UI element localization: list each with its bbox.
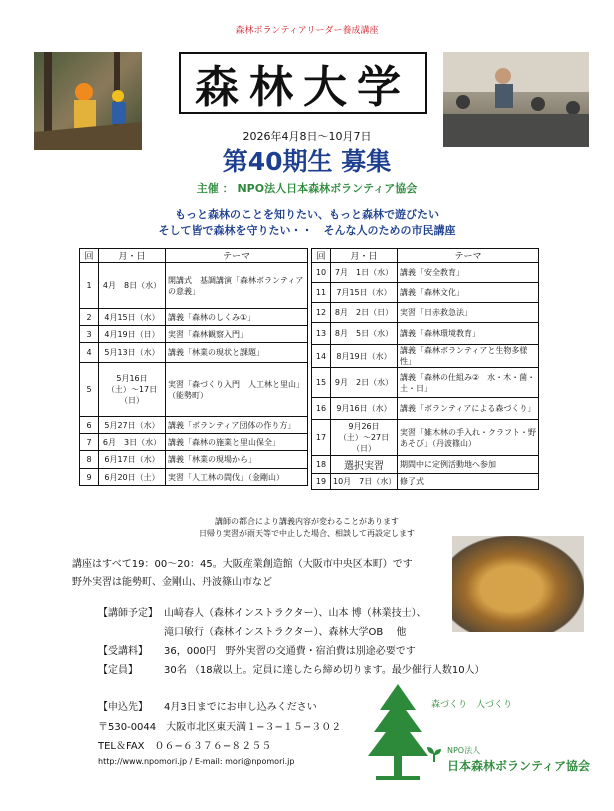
row-theme: 期間中に定例活動地へ参加 [398, 456, 539, 474]
row-theme: 実習「雑木林の手入れ・クラフト・野あそび」（丹波篠山） [398, 420, 539, 456]
row-num: 4 [80, 343, 99, 363]
apply-deadline: 4月3日までにお申し込みください [164, 702, 317, 713]
table-row [312, 303, 539, 323]
row-num: 15 [312, 368, 331, 398]
table-row [80, 309, 308, 326]
row-num: 7 [80, 434, 99, 451]
org-type: NPO法人 [447, 746, 481, 755]
row-theme: 講義「林業の現状と課題」 [166, 343, 308, 363]
capacity-label: 【定員】 [98, 665, 138, 676]
row-theme: 講義「ボランティア団体の作り方」 [166, 417, 308, 434]
row-theme: 実習「人工林の間伐」（金剛山） [166, 469, 308, 486]
row-theme: 講義「森林の施業と里山保全」 [166, 434, 308, 451]
row-theme: 講義「森林環境教育」 [398, 323, 539, 345]
row-date: 選択実習 [331, 456, 398, 474]
row-date: 4月 8日（水） [99, 263, 166, 309]
lecturers-row [98, 604, 427, 619]
table-row [80, 263, 308, 309]
row-date: 6月 3日（水） [99, 434, 166, 451]
tree-stump-photo [452, 536, 584, 632]
table-row [312, 474, 539, 490]
header-num: 回 [312, 249, 331, 263]
row-theme: 講義「林業の現場から」 [166, 451, 308, 469]
row-num: 16 [312, 398, 331, 420]
fee-value: 36，000円 野外実習の交通費・宿泊費は別途必要です [164, 646, 416, 657]
row-date: 4月15日（水） [99, 309, 166, 326]
catch-line-1: もっと森林のことを知りたい、もっと森林で遊びたい [175, 208, 439, 221]
lecturers-row-2 [98, 623, 406, 638]
row-num: 13 [312, 323, 331, 345]
table-row [80, 417, 308, 434]
tree-logo-icon [362, 684, 434, 784]
table-header-row [80, 249, 308, 263]
row-theme: 講義「森林文化」 [398, 283, 539, 303]
apply-web[interactable]: http://www.npomori.jp / E-mail: mori@npomori.jp [98, 757, 295, 766]
row-date: 9月16日（水） [331, 398, 398, 420]
row-theme: 講義「ボランティアによる森づくり」 [398, 398, 539, 420]
slogan: 森づくり 人づくり [431, 700, 513, 710]
schedule-table-right [311, 248, 539, 490]
venue-line-2: 野外実習は能勢町、金剛山、丹波篠山市など [72, 577, 272, 588]
row-theme: 実習「森林観察入門」 [166, 326, 308, 343]
row-num: 2 [80, 309, 99, 326]
course-dates: 2026年4月8日〜10月7日 [242, 130, 372, 143]
apply-row [98, 698, 317, 713]
table-row [312, 323, 539, 345]
table-row [80, 343, 308, 363]
row-theme: 修了式 [398, 474, 539, 490]
row-theme: 講義「安全教育」 [398, 263, 539, 283]
org-name: 日本森林ボランティア協会 [447, 759, 591, 773]
lecturers-2: 滝口敏行（森林インストラクター）、森林大学OB 他 [164, 627, 407, 638]
row-date: 5月16日（土）〜17日（日） [99, 363, 166, 417]
table-row [312, 398, 539, 420]
row-num: 1 [80, 263, 99, 309]
fee-label: 【受講料】 [98, 646, 148, 657]
row-theme: 講義「森林の仕組み② 水・木・菌・土・日」 [398, 368, 539, 398]
row-num: 12 [312, 303, 331, 323]
row-date: 9月 2日（水） [331, 368, 398, 398]
table-row [312, 420, 539, 456]
row-date: 4月19日（日） [99, 326, 166, 343]
table-row [80, 469, 308, 486]
venue-line-1: 講座はすべて19：00〜20：45。大阪産業創造館（大阪市中央区本町）です [72, 559, 413, 570]
schedule-note-2: 日帰り実習が雨天等で中止した場合、相談して再設定します [199, 529, 415, 538]
row-date: 5月27日（水） [99, 417, 166, 434]
row-date: 7月 1日（水） [331, 263, 398, 283]
table-row [312, 345, 539, 368]
row-num: 8 [80, 451, 99, 469]
schedule-note-1: 講師の都合により講義内容が変わることがあります [215, 517, 399, 526]
row-theme: 開講式 基調講演「森林ボランティアの意義」 [166, 263, 308, 309]
row-num: 11 [312, 283, 331, 303]
schedule-table-left [79, 248, 308, 486]
table-row [312, 283, 539, 303]
row-num: 3 [80, 326, 99, 343]
table-row [312, 368, 539, 398]
table-row [312, 456, 539, 474]
header-date: 月・日 [99, 249, 166, 263]
recruit-heading: 第40期生 募集 [222, 147, 392, 176]
row-theme: 実習「日赤救急法」 [398, 303, 539, 323]
lecturers-1: 山﨑春人（森林インストラクター）、山本 博（林業技士）、 [164, 608, 427, 619]
table-row [80, 363, 308, 417]
row-num: 17 [312, 420, 331, 456]
row-num: 9 [80, 469, 99, 486]
table-row [80, 326, 308, 343]
capacity-value: 30名 （18歳以上。定員に達したら締め切ります。最少催行人数10人） [164, 665, 485, 676]
table-row [312, 263, 539, 283]
apply-address: 〒530-0044 大阪市北区東天満１−３−１５−３０２ [98, 722, 342, 733]
row-num: 19 [312, 474, 331, 490]
row-theme: 実習「森づくり入門 人工林と里山」（能勢町） [166, 363, 308, 417]
row-num: 5 [80, 363, 99, 417]
row-date: 10月 7日（水） [331, 474, 398, 490]
row-date: 6月17日（水） [99, 451, 166, 469]
row-num: 14 [312, 345, 331, 368]
row-num: 6 [80, 417, 99, 434]
subtitle: 森林ボランティアリーダー養成講座 [235, 26, 379, 36]
row-theme: 講義「森林のしくみ①」 [166, 309, 308, 326]
row-date: 5月13日（水） [99, 343, 166, 363]
sprout-icon [425, 745, 443, 763]
row-date: 9月26日（土）〜27日（日） [331, 420, 398, 456]
apply-tel: TEL＆FAX ０６−６３７６−８２５５ [98, 741, 272, 752]
apply-label: 【申込先】 [98, 702, 148, 713]
title-box [179, 52, 427, 114]
fee-row [98, 642, 416, 657]
organizer: 主催 ： NPO法人日本森林ボランティア協会 [196, 182, 418, 195]
row-theme: 講義「森林ボランティアと生物多様性」 [398, 345, 539, 368]
header-date: 月・日 [331, 249, 398, 263]
table-header-row [312, 249, 539, 263]
row-num: 18 [312, 456, 331, 474]
lecturers-label: 【講師予定】 [98, 608, 158, 619]
row-date: 8月19日（水） [331, 345, 398, 368]
page-title: 森林大学 [195, 62, 411, 113]
row-date: 7月15日（水） [331, 283, 398, 303]
header-num: 回 [80, 249, 99, 263]
catch-line-2: そして皆で森林を守りたい・・ そんな人のための市民講座 [158, 224, 456, 237]
row-num: 10 [312, 263, 331, 283]
row-date: 8月 5日（水） [331, 323, 398, 345]
header-theme: テーマ [166, 249, 308, 263]
row-date: 6月20日（土） [99, 469, 166, 486]
row-date: 8月 2日（日） [331, 303, 398, 323]
header-theme: テーマ [398, 249, 539, 263]
table-row [80, 434, 308, 451]
table-row [80, 451, 308, 469]
capacity-row [98, 661, 485, 676]
